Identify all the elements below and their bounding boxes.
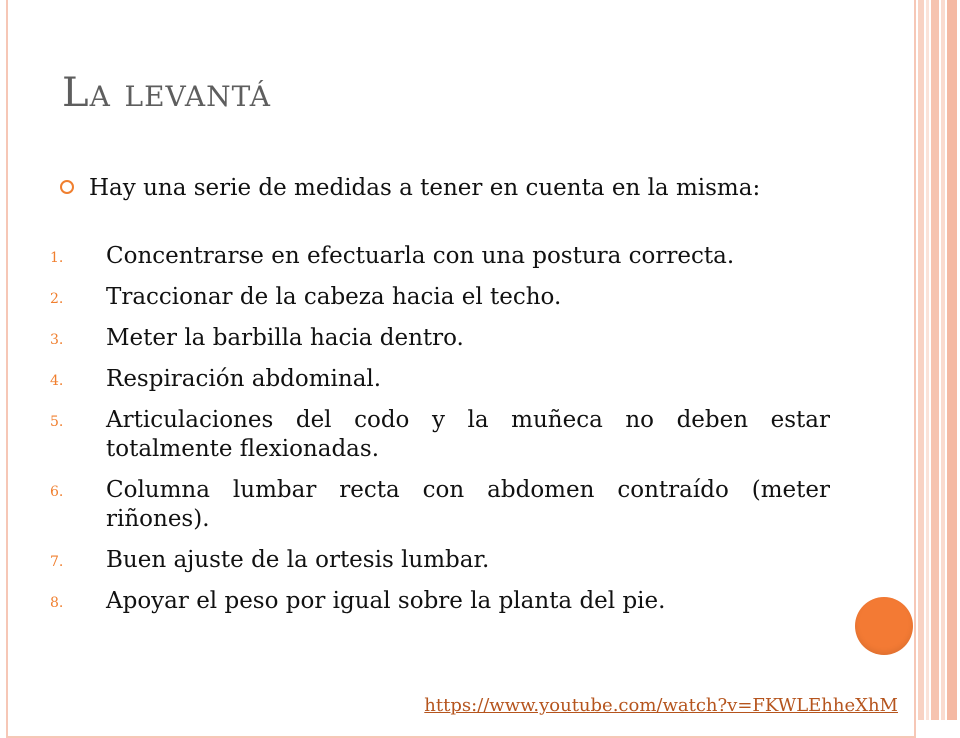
steps-list [50, 242, 830, 628]
list-item [50, 406, 830, 464]
list-item [50, 283, 830, 312]
youtube-link[interactable]: https://www.youtube.com/watch?v=FKWLEhheXhM [424, 695, 898, 716]
side-stripe [931, 0, 939, 720]
list-item [50, 546, 830, 575]
list-number: 2. [50, 291, 64, 307]
slide-title-text: La levantá [62, 70, 271, 116]
side-stripe [918, 0, 924, 720]
list-number: 1. [50, 250, 64, 266]
list-number: 4. [50, 373, 64, 389]
list-text: Concentrarse en efectuarla con una postura correcta. [106, 243, 735, 269]
side-stripe [926, 0, 929, 720]
list-text: Respiración abdominal. [106, 366, 382, 392]
list-text: Buen ajuste de la ortesis lumbar. [106, 547, 490, 573]
list-text: Apoyar el peso por igual sobre la planta del pie. [106, 588, 666, 614]
list-item [50, 365, 830, 394]
list-item [50, 242, 830, 271]
list-number: 7. [50, 554, 64, 570]
list-item [50, 587, 830, 616]
list-number: 6. [50, 484, 64, 500]
list-number: 5. [50, 414, 64, 430]
list-text: Meter la barbilla hacia dentro. [106, 325, 464, 351]
intro-text: Hay una serie de medidas a tener en cuenta en la misma: [89, 175, 761, 201]
side-stripe [947, 0, 957, 720]
list-item [50, 476, 830, 534]
slide-title [62, 70, 271, 116]
side-stripe [941, 0, 945, 720]
list-text: Columna lumbar recta con abdomen contraído (meter riñones). [106, 477, 830, 532]
list-text: Traccionar de la cabeza hacia el techo. [106, 284, 562, 310]
list-item [50, 324, 830, 353]
list-text: Articulaciones del codo y la muñeca no deben estar totalmente flexionadas. [106, 407, 830, 462]
ring-bullet-icon [60, 180, 74, 194]
list-number: 3. [50, 332, 64, 348]
list-number: 8. [50, 595, 64, 611]
orange-circle-decoration [855, 597, 913, 655]
intro-bullet [60, 174, 830, 203]
